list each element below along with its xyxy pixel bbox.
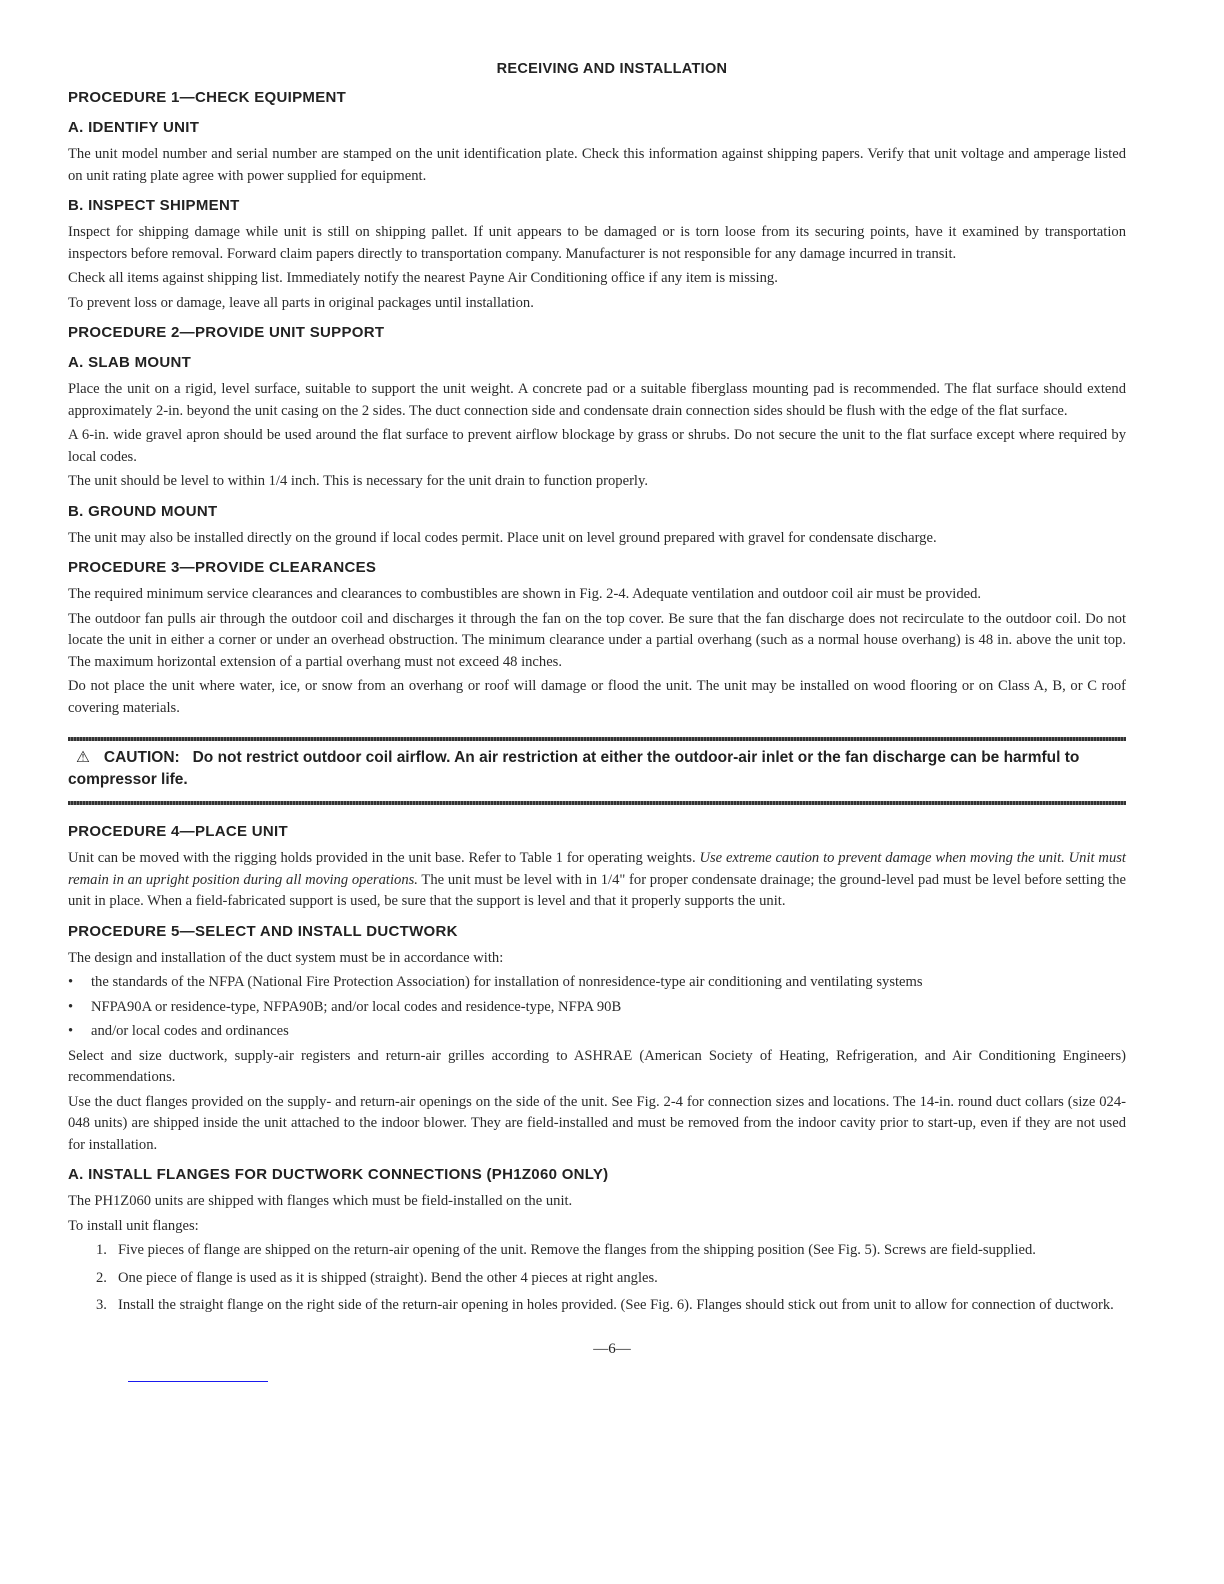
caution-box xyxy=(68,741,1126,801)
warning-triangle-icon: ⚠ xyxy=(76,749,90,766)
step-item xyxy=(68,1295,1126,1317)
page xyxy=(68,0,1126,1382)
step-text: One piece of flange is used as it is shipped (straight). Bend the other 4 pieces at right angles. xyxy=(118,1269,658,1286)
install-flanges-heading: A. INSTALL FLANGES FOR DUCTWORK CONNECTIONS (PH1Z060 ONLY) xyxy=(68,1166,609,1183)
bullet-item xyxy=(68,972,1126,994)
slab-mount-heading: A. SLAB MOUNT xyxy=(68,354,192,371)
slab-mount-paragraph-2: A 6-in. wide gravel apron should be used around the flat surface to prevent airflow blockage by grass or shrubs. Do not secure the unit to the flat surface except where required by local codes. xyxy=(68,427,1126,465)
step-item xyxy=(68,1268,1126,1290)
page-title: RECEIVING AND INSTALLATION xyxy=(496,61,728,77)
step-item xyxy=(68,1240,1126,1262)
bullet-item xyxy=(68,997,1126,1019)
place-unit-text-2: The unit must be level with in 1/4" for proper condensate drainage; the ground-level pad must be level before setting the unit in place. When a field-fabricated support is used, be sure that the support is level and that it properly supports the unit. xyxy=(68,871,1127,909)
step-number: 1. xyxy=(96,1242,107,1258)
page-number: —6— xyxy=(593,1340,631,1357)
clearances-paragraph-3: Do not place the unit where water, ice, or snow from an overhang or roof will damage or flood the unit. The unit may be installed on wood flooring or on Class A, B, or C roof covering materials. xyxy=(68,678,1126,716)
caution-bottom-rule xyxy=(68,801,1126,805)
ductwork-intro: The design and installation of the duct system must be in accordance with: xyxy=(68,949,504,966)
bullet-dot: • xyxy=(68,974,74,990)
inspect-shipment-paragraph: Inspect for shipping damage while unit is still on shipping pallet. If unit appears to be damaged or is torn loose from its securing points, have it examined by transportation inspectors before removal. Forward claim papers directly to transportation company. Manufacturer is not responsible for any damage incurred in transit. xyxy=(68,224,1126,262)
identify-unit-heading: A. IDENTIFY UNIT xyxy=(68,119,200,136)
step-number: 2. xyxy=(96,1269,107,1286)
inspect-shipment-heading: B. INSPECT SHIPMENT xyxy=(68,197,240,214)
place-unit-paragraph xyxy=(68,848,1126,913)
prevent-loss-paragraph: To prevent loss or damage, leave all parts in original packages until installation. xyxy=(68,294,534,311)
bullet-text: the standards of the NFPA (National Fire Protection Association) for installation of nonresidence-type air conditioning and ventilating systems xyxy=(91,974,923,990)
procedure-4-heading: PROCEDURE 4—PLACE UNIT xyxy=(68,823,288,840)
procedure-1-heading: PROCEDURE 1—CHECK EQUIPMENT xyxy=(68,89,347,106)
caution-text: Do not restrict outdoor coil airflow. An air restriction at either the outdoor-air inlet or the fan discharge can be harmful to compressor life. xyxy=(68,749,1080,788)
place-unit-caution-italic: Use extreme caution to prevent damage when moving the unit. Unit must remain in an upright position during all moving operations. xyxy=(68,850,1126,888)
bullet-dot: • xyxy=(68,1023,74,1039)
procedure-3-heading: PROCEDURE 3—PROVIDE CLEARANCES xyxy=(68,559,377,576)
procedure-2-heading: PROCEDURE 2—PROVIDE UNIT SUPPORT xyxy=(68,324,385,341)
caution-label: CAUTION: xyxy=(103,749,180,766)
bullet-text: NFPA90A or residence-type, NFPA90B; and/or local codes and residence-type, NFPA 90B xyxy=(91,998,622,1015)
clearances-paragraph-2: The outdoor fan pulls air through the outdoor coil and discharges it through the fan on the top cover. Be sure that the fan discharge does not recirculate to the outdoor coil. Do not locate the unit in either a corner or under an overhead obstruction. The minimum clearance under a partial overhang (such as a normal house overhang) is 48 in. above the unit top. The maximum horizontal extension of a partial overhang must not exceed 48 inches. xyxy=(68,610,1126,670)
slab-mount-paragraph-3: The unit should be level to within 1/4 inch. This is necessary for the unit drain to function properly. xyxy=(68,473,648,489)
step-text: Five pieces of flange are shipped on the return-air opening of the unit. Remove the flanges from the shipping position (See Fig. 5). Screws are field-supplied. xyxy=(118,1242,1036,1258)
procedure-5-heading: PROCEDURE 5—SELECT AND INSTALL DUCTWORK xyxy=(68,922,458,940)
ground-mount-paragraph: The unit may also be installed directly on the ground if local codes permit. Place unit on level ground prepared with gravel for condensate discharge. xyxy=(68,529,937,546)
check-items-paragraph: Check all items against shipping list. Immediately notify the nearest Payne Air Conditioning office if any item is missing. xyxy=(68,270,778,286)
footer-link-line xyxy=(128,1381,268,1382)
identify-unit-paragraph: The unit model number and serial number are stamped on the unit identification plate. Check this information against shipping papers. Verify that unit voltage and amperage listed on unit rating plate agree with power supplied for equipment. xyxy=(68,146,1126,184)
install-flanges-paragraph-1: The PH1Z060 units are shipped with flanges which must be field-installed on the unit. xyxy=(68,1193,573,1209)
step-text: Install the straight flange on the right side of the return-air opening in holes provided. (See Fig. 6). Flanges should stick out from unit to allow for connection of ductwork. xyxy=(118,1297,1114,1313)
bullet-dot: • xyxy=(68,998,74,1015)
bullet-text: and/or local codes and ordinances xyxy=(91,1023,289,1039)
ductwork-paragraph-3: Use the duct flanges provided on the supply- and return-air openings on the side of the unit. See Fig. 2-4 for connection sizes and locations. The 14-in. round duct collars (size 024-048 units) are shipped inside the unit attached to the indoor blower. They are field-installed and must be removed from the indoor cavity prior to start-up, even if they are not used for installation. xyxy=(68,1093,1126,1153)
install-flanges-paragraph-2: To install unit flanges: xyxy=(68,1217,199,1234)
slab-mount-paragraph-1: Place the unit on a rigid, level surface, suitable to support the unit weight. A concrete pad or a suitable fiberglass mounting pad is recommended. The flat surface should extend approximately 2-in. beyond the unit casing on the 2 sides. The duct connection side and condensate drain connection sides should be flush with the edge of the flat surface. xyxy=(68,381,1126,419)
bullet-item xyxy=(68,1021,1126,1043)
clearances-paragraph-1: The required minimum service clearances and clearances to combustibles are shown in Fig. 2-4. Adequate ventilation and outdoor coil air must be provided. xyxy=(68,586,982,602)
step-number: 3. xyxy=(96,1297,107,1313)
ground-mount-heading: B. GROUND MOUNT xyxy=(68,502,218,520)
ductwork-paragraph-2: Select and size ductwork, supply-air registers and return-air grilles according to ASHRAE (American Society of Heating, Refrigeration, and Air Conditioning Engineers) recommendations. xyxy=(68,1047,1126,1085)
place-unit-text: Unit can be moved with the rigging holds provided in the unit base. Refer to Table 1 for operating weights. xyxy=(68,850,700,866)
